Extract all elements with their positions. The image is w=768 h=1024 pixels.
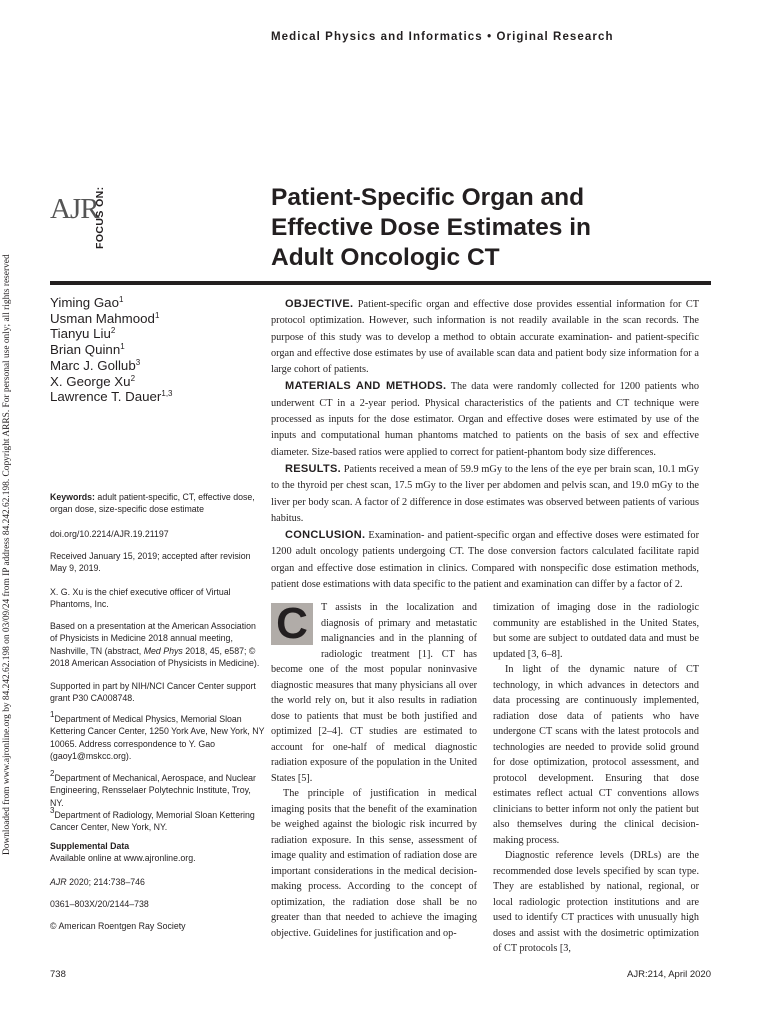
keywords-text: adult patient-specific, CT, effective dose, organ dose, size-specific dose estimate bbox=[50, 492, 255, 515]
abstract bbox=[271, 296, 699, 593]
doi-link[interactable]: doi.org/10.2214/AJR.19.21197 bbox=[50, 529, 169, 539]
title-line: Patient-Specific Organ and bbox=[271, 184, 585, 211]
citation: AJR 2020; 214:738–746 bbox=[50, 877, 145, 887]
abstract-results: RESULTS. Patients received a mean of 59.9 mGy to the lens of the eye per brain scan, 10.1 mGy to the thyroid per chest scan, 17.5 mGy to the liver per abdomen and pelvis scan, and 19.0 mGy to the liver per body scan. A factor of 2 difference in dose estimates was observed between patients of various habitus. bbox=[271, 462, 699, 524]
drop-cap: C bbox=[271, 603, 313, 645]
issn: 0361–803X/20/2144–738 bbox=[50, 899, 149, 909]
author: Usman Mahmood$^1$ bbox=[50, 310, 160, 326]
article-title bbox=[271, 183, 711, 273]
affiliation-2: $^2$Department of Mechanical, Aerospace, and Nuclear Engineering, Rensselaer Polytechnic Institute, Troy, NY. bbox=[50, 769, 256, 808]
author: Brian Quinn$^1$ bbox=[50, 342, 125, 358]
page-number: 738 bbox=[50, 969, 66, 980]
abstract-methods: MATERIALS AND METHODS. The data were randomly collected for 1200 patients who underwent CT in a 2-year period. Physical characteristics of the patients and CT technique were processed as inputs for the dose estimator. Organ and effective doses were estimated by use of the inputs and computational human phantoms matched to patients on the basis of sex and effective diameter. Size-based ratios were applied to correct for patient-phantom body size differences. bbox=[271, 380, 699, 458]
received-date: Received January 15, 2019; accepted after revision May 9, 2019. bbox=[50, 551, 251, 574]
body-column-2 bbox=[493, 600, 699, 957]
support-note: Supported in part by NIH/NCI Cancer Center support grant P30 CA008748. bbox=[50, 681, 256, 704]
body-paragraph: The principle of justification in medical imaging posits that the benefit of the examination be weighed against the biologic risk incurred by radiation exposure. In this sense, assessment of image quality and estimation of radiation dose are important considerations in the medical decision-making process. According to the concept of optimization, the radiation dose shall be no greater than that needed to achieve the imaging objective. Guidelines for justification and op- bbox=[271, 788, 477, 939]
supplemental-data bbox=[50, 840, 265, 865]
download-notice: Downloaded from www.ajronline.org by 84.242.62.198 on 03/09/24 from IP address 84.242.62.198. Copyright ARRS. For personal use only; all rights reserved bbox=[2, 254, 12, 855]
keywords-label: Keywords: bbox=[50, 492, 95, 502]
journal-issue: AJR:214, April 2020 bbox=[627, 969, 711, 980]
logo-ajr-text: AJR bbox=[50, 193, 99, 225]
author: X. George Xu$^2$ bbox=[50, 373, 136, 389]
affiliation-1: $^1$Department of Medical Physics, Memorial Sloan Kettering Cancer Center, 1250 York Ave, New York, NY 10065. Address correspondence to Y. Gao (gaoy1@mskcc.org). bbox=[50, 710, 265, 762]
presentation-note: Based on a presentation at the American Association of Physicists in Medicine 2018 annual meeting, Nashville, TN (abstract, Med Phys 2018, 45, e587; © 2018 American Association of Physicists in Medicine). bbox=[50, 621, 260, 669]
disclosure: X. G. Xu is the chief executive officer of Virtual Phantoms, Inc. bbox=[50, 587, 231, 610]
title-rule bbox=[50, 281, 711, 285]
author: Yiming Gao$^1$ bbox=[50, 295, 124, 310]
keywords bbox=[50, 491, 265, 516]
supplemental-text[interactable]: Available online at www.ajronline.org. bbox=[50, 853, 196, 864]
title-line: Adult Oncologic CT bbox=[271, 244, 500, 271]
body-paragraph: In light of the dynamic nature of CT technology, in which advances in detectors and data processing are continuously implemented, radiation dose data of patients who have undergone CT scans with the latest protocols and technologies are needed to provide solid ground for dose optimization, protocol assessment, and protocol development. Ensuring that dose estimates reflect actual CT conventions allows clinicians to better inform not only the patient but also themselves during the clinical decision-making process. bbox=[493, 664, 699, 846]
author: Tianyu Liu$^2$ bbox=[50, 326, 116, 342]
author-list bbox=[50, 295, 260, 405]
affiliation-3: $^3$Department of Radiology, Memorial Sloan Kettering Cancer Center, New York, NY. bbox=[50, 806, 255, 833]
supplemental-label: Supplemental Data bbox=[50, 841, 130, 851]
ajr-focus-logo bbox=[50, 183, 114, 253]
body-column-1 bbox=[271, 600, 477, 941]
body-paragraph: Diagnostic reference levels (DRLs) are the recommended dose levels specified by scan type. They are established by national, regional, or local radiologic protection institutions and are used to identify CT practices with unusually high doses and assist with the dosimetric optimization of CT protocols [3, bbox=[493, 850, 699, 954]
section-header: Medical Physics and Informatics • Original Research bbox=[271, 31, 614, 43]
title-line: Effective Dose Estimates in bbox=[271, 214, 591, 241]
body-paragraph: T assists in the localization and diagnosis of primary and metastatic malignancies and in the planning of radiologic treatment [1]. CT has become one of the most popular noninvasive diagnostic measures that many physicians all over the world rely on, but it also results in radiation dose to patients that must be both justified and optimized [2–4]. CT studies are estimated to account for one-half of medical diagnostic radiation exposure of the population in the United States [5]. bbox=[271, 602, 477, 784]
copyright: © American Roentgen Ray Society bbox=[50, 921, 186, 931]
body-paragraph: timization of imaging dose in the radiologic community are established in the United States, but some are subject to outdated data and must be updated [3, 6–8]. bbox=[493, 602, 699, 660]
abstract-objective: OBJECTIVE. Patient-specific organ and effective dose provides essential information for CT protocol optimization. However, such information is not readily available in the scan records. The purpose of this study was to develop a method to obtain accurate examination- and patient-specific organ and effective dose estimates by use of available scan data and patient body size information for a large cohort of patients. bbox=[271, 298, 699, 376]
author: Lawrence T. Dauer$^{1,3}$ bbox=[50, 389, 173, 405]
abstract-conclusion: CONCLUSION. Examination- and patient-specific organ and effective doses were estimated for 1200 adult oncology patients undergoing CT. The dose conversion factors calculated facilitate rapid organ and effective dose estimation in clinics. Compared with nonspecific dose estimation methods, patient dose estimations with data specific to the patient and examination can differ by a factor of 2. bbox=[271, 529, 699, 591]
logo-focus-text: FOCUS ON: bbox=[94, 186, 106, 249]
author: Marc J. Gollub$^3$ bbox=[50, 357, 141, 373]
